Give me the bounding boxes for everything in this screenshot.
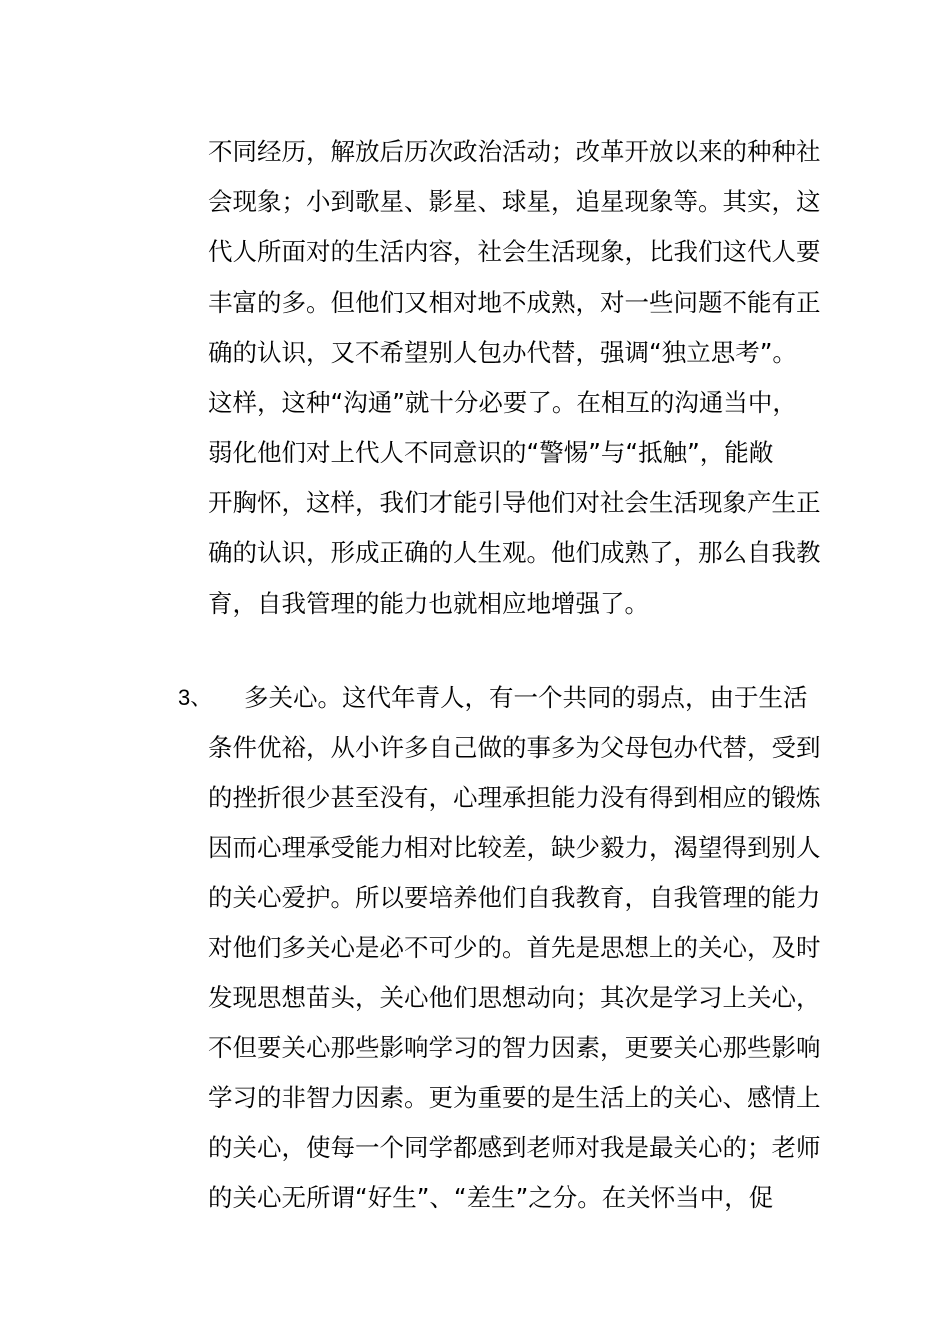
text-line: 的关心，使每一个同学都感到老师对我是最关心的；老师 [208, 1133, 821, 1162]
text-line: 的关心无所谓“好生”、“差生”之分。在关怀当中，促 [208, 1183, 774, 1212]
text-line: 对他们多关心是必不可少的。首先是思想上的关心，及时 [208, 933, 821, 962]
text-line: 条件优裕，从小许多自己做的事多为父母包办代替，受到 [208, 733, 821, 762]
text-line: 代人所面对的生活内容，社会生活现象，比我们这代人要 [208, 237, 821, 266]
text-line: 的关心爱护。所以要培养他们自我教育，自我管理的能力 [208, 883, 821, 912]
text-line: 不但要关心那些影响学习的智力因素，更要关心那些影响 [208, 1033, 821, 1062]
text-line: 的挫折很少甚至没有，心理承担能力没有得到相应的锻炼 [208, 783, 821, 812]
text-line: 开胸怀，这样，我们才能引导他们对社会生活现象产生正 [208, 488, 821, 517]
text-line: 会现象；小到歌星、影星、球星，追星现象等。其实，这 [208, 187, 821, 216]
text-line: 丰富的多。但他们又相对地不成熟，对一些问题不能有正 [208, 288, 821, 317]
text-line: 因而心理承受能力相对比较差，缺少毅力，渴望得到别人 [208, 833, 821, 862]
text-line: 学习的非智力因素。更为重要的是生活上的关心、感情上 [208, 1083, 821, 1112]
text-line: 多关心。这代年青人，有一个共同的弱点，由于生活 [244, 683, 808, 712]
text-line: 这样，这种“沟通”就十分必要了。在相互的沟通当中， [208, 388, 797, 417]
text-line: 发现思想苗头，关心他们思想动向；其次是学习上关心， [208, 983, 821, 1012]
text-line: 育，自我管理的能力也就相应地增强了。 [208, 589, 649, 618]
text-line: 不同经历，解放后历次政治活动；改革开放以来的种种社 [208, 137, 821, 166]
text-line: 确的认识，又不希望别人包办代替，强调“独立思考”。 [208, 338, 797, 367]
text-line: 弱化他们对上代人不同意识的“警惕”与“抵触”，能敞 [208, 438, 774, 467]
list-number: 3、 [178, 685, 213, 710]
text-line: 确的认识，形成正确的人生观。他们成熟了，那么自我教 [208, 538, 821, 567]
